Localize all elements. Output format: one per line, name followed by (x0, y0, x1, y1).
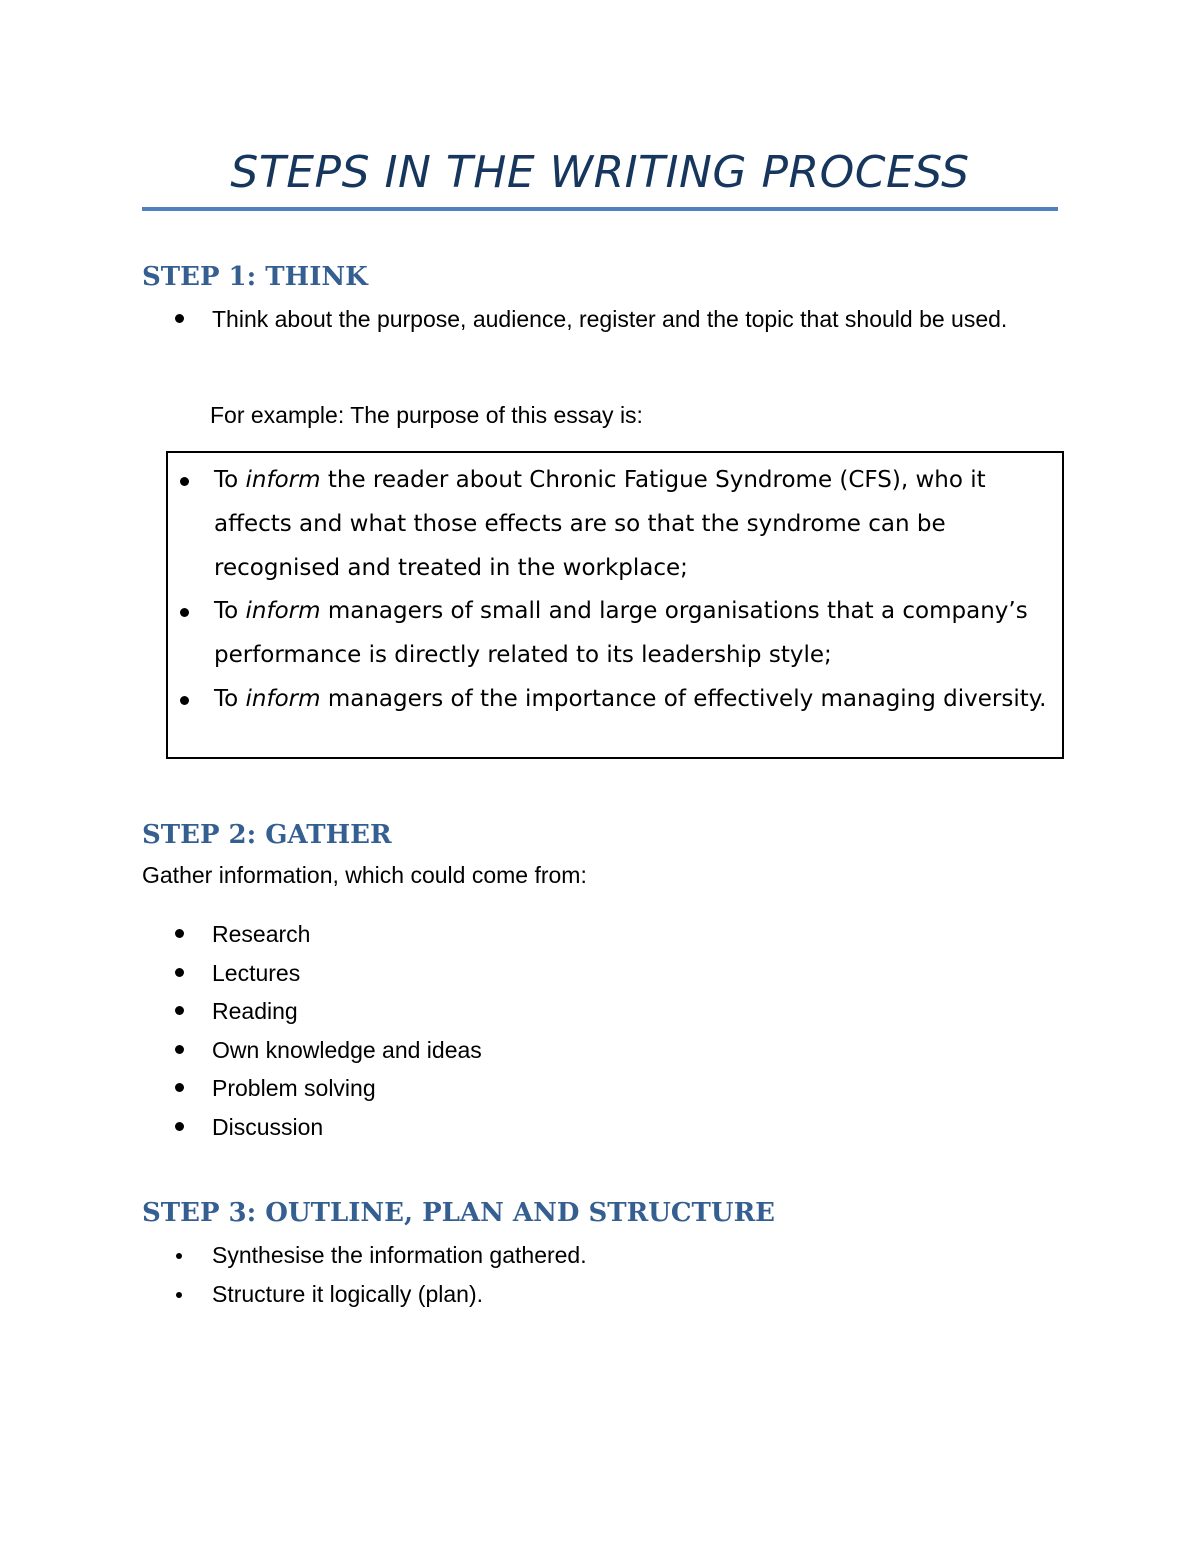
bullet-icon (175, 929, 184, 938)
purpose-item-lead: To (214, 598, 246, 625)
gather-sources-list (172, 915, 482, 1146)
step3-heading: STEP 3: OUTLINE, PLAN AND STRUCTURE (142, 1198, 775, 1228)
bullet-icon (176, 1253, 182, 1259)
purpose-item-text: the reader about Chronic Fatigue Syndrome (CFS), who it affects and what those effects are so that the syndrome can be recognised and treated in the workplace; (214, 467, 986, 581)
purpose-item-text: managers of the importance of effectively managing diversity. (320, 685, 1047, 712)
purpose-item (176, 678, 1056, 722)
bullet-icon (180, 608, 189, 617)
purpose-item (176, 590, 1056, 678)
page-title: STEPS IN THE WRITING PROCESS (230, 147, 970, 198)
step1-heading: STEP 1: THINK (142, 262, 368, 292)
list-item (172, 954, 482, 993)
bullet-icon (175, 1083, 184, 1092)
list-item (172, 992, 482, 1031)
step1-example-intro: For example: The purpose of this essay is: (210, 402, 643, 428)
list-item (172, 1236, 587, 1275)
step2-intro: Gather information, which could come from: (142, 862, 587, 888)
purpose-item-emphasis: inform (245, 685, 321, 712)
purpose-item (176, 459, 1056, 590)
purpose-item-emphasis: inform (245, 467, 321, 493)
purpose-list (176, 459, 1056, 722)
list-item (172, 1275, 587, 1314)
list-item-text: Research (212, 921, 311, 947)
bullet-icon (175, 1045, 184, 1054)
bullet-icon (180, 696, 189, 705)
purpose-item-text: managers of small and large organisations that a company’s performance is directly related to its leadership style; (214, 598, 1028, 669)
bullet-icon (175, 968, 184, 977)
list-item (172, 1031, 482, 1070)
bullet-icon (176, 1292, 182, 1298)
bullet-icon (175, 1006, 184, 1015)
list-item-text: Structure it logically (plan). (212, 1280, 483, 1307)
list-item (172, 1069, 482, 1108)
step1-bullet-item (212, 300, 1032, 338)
purpose-box (166, 451, 1064, 759)
title-underline (142, 207, 1058, 211)
bullet-icon (180, 477, 189, 486)
list-item-text: Lectures (212, 959, 301, 986)
outline-steps-list (172, 1236, 587, 1313)
step1-bullet-text: Think about the purpose, audience, register and the topic that should be used. (212, 306, 1008, 332)
purpose-item-lead: To (214, 467, 246, 493)
list-item-text: Own knowledge and ideas (212, 1036, 482, 1063)
bullet-icon (175, 314, 184, 323)
purpose-item-lead: To (214, 685, 246, 712)
list-item (172, 1108, 482, 1147)
list-item-text: Reading (212, 998, 298, 1024)
list-item-text: Synthesise the information gathered. (212, 1242, 587, 1268)
bullet-icon (175, 1122, 184, 1131)
list-item-text: Problem solving (212, 1075, 376, 1101)
step2-heading: STEP 2: GATHER (142, 820, 392, 850)
list-item-text: Discussion (212, 1113, 324, 1140)
purpose-item-emphasis: inform (245, 598, 321, 625)
list-item (172, 915, 482, 954)
